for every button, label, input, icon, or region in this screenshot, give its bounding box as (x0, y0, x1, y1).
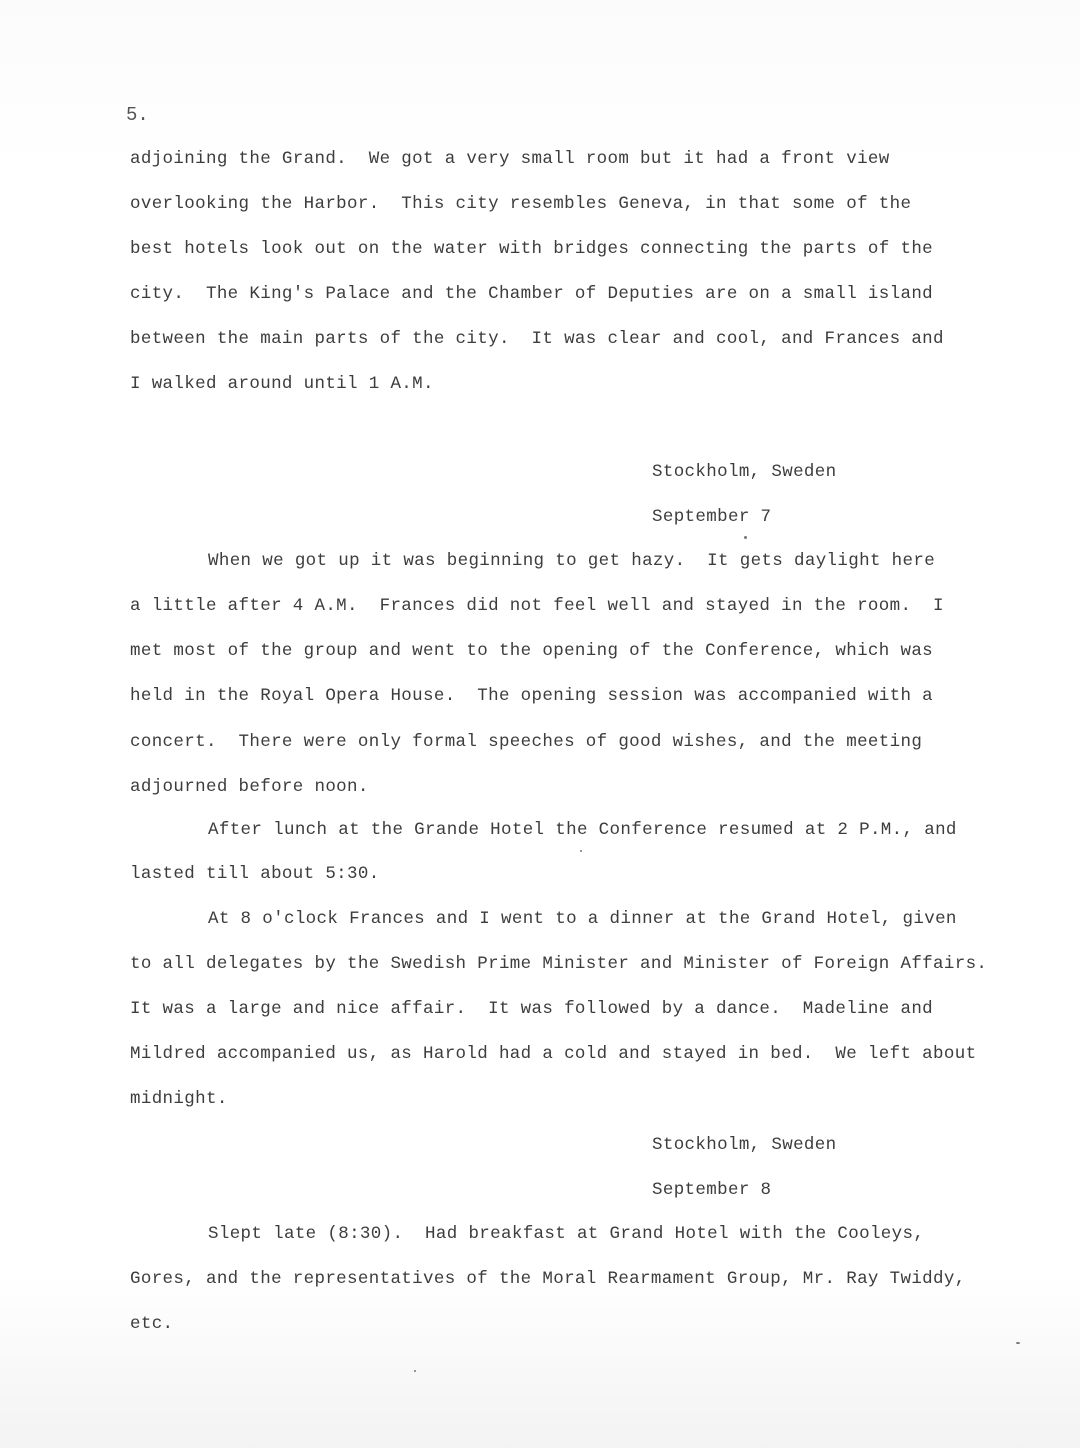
entry-place: Stockholm, Sweden (652, 462, 837, 482)
page-number: 5. (126, 104, 149, 126)
body-line: adjourned before noon. (130, 777, 369, 797)
body-line: etc. (130, 1314, 174, 1334)
body-line: lasted till about 5:30. (130, 864, 380, 884)
body-line: city. The King's Palace and the Chamber of Deputies are on a small island (130, 284, 934, 304)
entry-place: Stockholm, Sweden (652, 1135, 837, 1155)
body-line: a little after 4 A.M. Frances did not feel well and stayed in the room. I (130, 596, 944, 616)
paper-speck (1016, 1342, 1020, 1344)
body-line: held in the Royal Opera House. The opening session was accompanied with a (130, 686, 934, 706)
body-line: After lunch at the Grande Hotel the Conference resumed at 2 P.M., and (208, 820, 957, 840)
body-line: Gores, and the representatives of the Moral Rearmament Group, Mr. Ray Twiddy, (130, 1269, 966, 1289)
body-line: When we got up it was beginning to get hazy. It gets daylight here (208, 551, 936, 571)
body-line: midnight. (130, 1089, 228, 1109)
paper-speck (580, 850, 582, 852)
body-line: best hotels look out on the water with bridges connecting the parts of the (130, 239, 934, 259)
body-line: concert. There were only formal speeches of good wishes, and the meeting (130, 732, 923, 752)
entry-date: September 8 (652, 1180, 772, 1200)
body-line: overlooking the Harbor. This city resembles Geneva, in that some of the (130, 194, 912, 214)
body-line: adjoining the Grand. We got a very small room but it had a front view (130, 149, 890, 169)
paper-speck (744, 536, 747, 539)
body-line: Slept late (8:30). Had breakfast at Grand Hotel with the Cooleys, (208, 1224, 925, 1244)
body-line: At 8 o'clock Frances and I went to a dinner at the Grand Hotel, given (208, 909, 957, 929)
body-line: to all delegates by the Swedish Prime Minister and Minister of Foreign Affairs. (130, 954, 988, 974)
body-line: met most of the group and went to the opening of the Conference, which was (130, 641, 934, 661)
body-line: between the main parts of the city. It was clear and cool, and Frances and (130, 329, 944, 349)
body-line: Mildred accompanied us, as Harold had a cold and stayed in bed. We left about (130, 1044, 977, 1064)
body-line: It was a large and nice affair. It was followed by a dance. Madeline and (130, 999, 934, 1019)
paper-speck (414, 1370, 416, 1372)
body-line: I walked around until 1 A.M. (130, 374, 434, 394)
entry-date: September 7 (652, 507, 772, 527)
